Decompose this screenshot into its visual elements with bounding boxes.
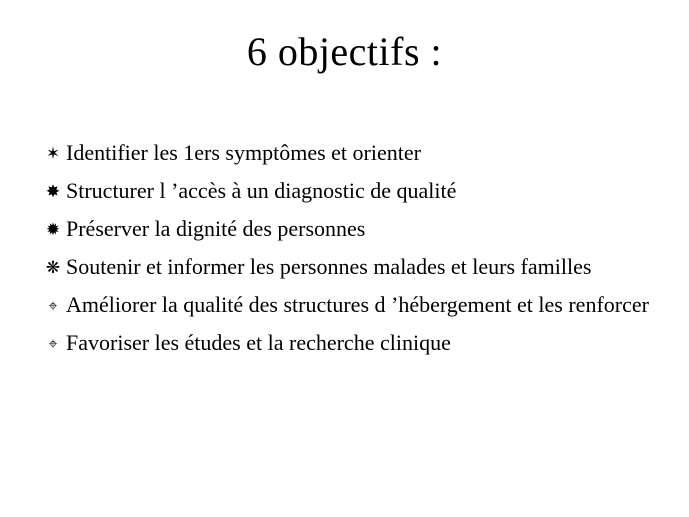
list-item-text: Préserver la dignité des personnes xyxy=(66,216,366,241)
list-item xyxy=(40,330,660,356)
list-item xyxy=(40,216,660,242)
slide-title: 6 objectifs : xyxy=(246,29,443,74)
list-item-text: Favoriser les études et la recherche clinique xyxy=(66,330,451,355)
list-item xyxy=(40,140,660,166)
list-item-text: Améliorer la qualité des structures d ’hébergement et les renforcer xyxy=(66,292,649,317)
list-item xyxy=(40,292,660,318)
list-item xyxy=(40,254,660,280)
list-item xyxy=(40,178,660,204)
objectives-list xyxy=(40,140,660,368)
snowflake-asterisk-icon: ❋ xyxy=(45,258,61,278)
eight-pointed-star-icon: ✸ xyxy=(45,182,61,202)
six-pointed-star-icon: ✶ xyxy=(45,144,61,164)
list-item-text: Soutenir et informer les personnes malades et leurs familles xyxy=(66,254,592,279)
twelve-pointed-star-icon: ✹ xyxy=(45,220,61,240)
list-item-text: Structurer l ’accès à un diagnostic de qualité xyxy=(66,178,457,203)
crosshair-square-icon: ⌖ xyxy=(48,296,58,315)
list-item-text: Identifier les 1ers symptômes et orienter xyxy=(66,140,421,165)
crosshair-circle-icon: ⌖ xyxy=(48,334,58,353)
